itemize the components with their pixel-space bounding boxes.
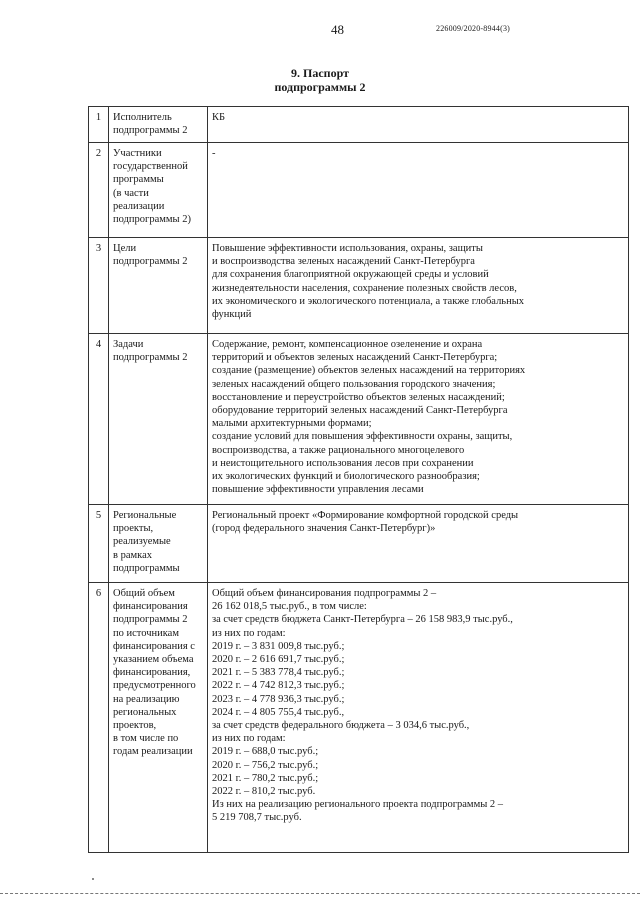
row-content: Содержание, ремонт, компенсационное озеленение и охрана территорий и объектов зеленых насаждений Санкт-Петербурга; создание (размещение) объектов зеленых насаждений на территориях зеленых насаждений общего пользования городского значения; восстановление и переустройство объектов зеленых насаждений; оборудование территорий зеленых насаждений Санкт-Петербурга малыми архитектурными формами; создание условий для повышения эффективности охраны, защиты, воспроизводства, а также рационального многоцелевого и неистощительного использования лесов при сохранении их экологических функций и биологического разнообразия; повышение эффективности управления лесами	[208, 334, 629, 505]
page-bottom-edge	[0, 893, 640, 894]
section-title	[0, 66, 640, 94]
table-row-goals	[89, 238, 629, 334]
row-label: Исполнитель подпрограммы 2	[109, 107, 208, 143]
row-number: 5	[89, 505, 109, 583]
row-content: Повышение эффективности использования, охраны, защиты и воспроизводства зеленых насаждений Санкт-Петербурга для сохранения благоприятной окружающей среды и условий жизнедеятельности населения, сохранение полезных свойств лесов, их экономического и экологического потенциала, а также глобальных функций	[208, 238, 629, 334]
section-title-line-2: подпрограммы 2	[274, 80, 366, 94]
row-number: 3	[89, 238, 109, 334]
row-content: КБ	[208, 107, 629, 143]
row-label: Участники государственной программы (в части реализации подпрограммы 2)	[109, 143, 208, 238]
row-content: Общий объем финансирования подпрограммы 2 – 26 162 018,5 тыс.руб., в том числе: за счет средств бюджета Санкт-Петербурга – 26 158 983,9 тыс.руб., из них по годам: 2019 г. – 3 831 009,8 тыс.руб.; 2020 г. – 2 616 691,7 тыс.руб.; 2021 г. – 5 383 778,4 тыс.руб.; 2022 г. – 4 742 812,3 тыс.руб.; 2023 г. – 4 778 936,3 тыс.руб.; 2024 г. – 4 805 755,4 тыс.руб., за счет средств федерального бюджета – 3 034,6 тыс.руб., из них по годам: 2019 г. – 688,0 тыс.руб.; 2020 г. – 756,2 тыс.руб.; 2021 г. – 780,2 тыс.руб.; 2022 г. – 810,2 тыс.руб. Из них на реализацию регионального проекта подпрограммы 2 – 5 219 708,7 тыс.руб.	[208, 583, 629, 853]
table-row-financing	[89, 583, 629, 853]
table-row-tasks	[89, 334, 629, 505]
scan-mark	[92, 878, 94, 880]
row-content: Региональный проект «Формирование комфортной городской среды (город федерального значения Санкт-Петербург)»	[208, 505, 629, 583]
table-row-executor	[89, 107, 629, 143]
section-title-line-1: 9. Паспорт	[291, 66, 349, 80]
row-content: -	[208, 143, 629, 238]
table-row-participants	[89, 143, 629, 238]
row-number: 1	[89, 107, 109, 143]
document-code: 226009/2020-8944(3)	[436, 24, 511, 33]
table-row-regional-projects	[89, 505, 629, 583]
row-number: 2	[89, 143, 109, 238]
row-number: 6	[89, 583, 109, 853]
passport-table	[88, 106, 629, 853]
page-number: 48	[331, 22, 344, 37]
row-label: Цели подпрограммы 2	[109, 238, 208, 334]
row-label: Задачи подпрограммы 2	[109, 334, 208, 505]
row-number: 4	[89, 334, 109, 505]
row-label: Общий объем финансирования подпрограммы 2 по источникам финансирования с указанием объема финансирования, предусмотренного на реализацию региональных проектов, в том числе по годам реализации	[109, 583, 208, 853]
row-label: Региональные проекты, реализуемые в рамках подпрограммы	[109, 505, 208, 583]
